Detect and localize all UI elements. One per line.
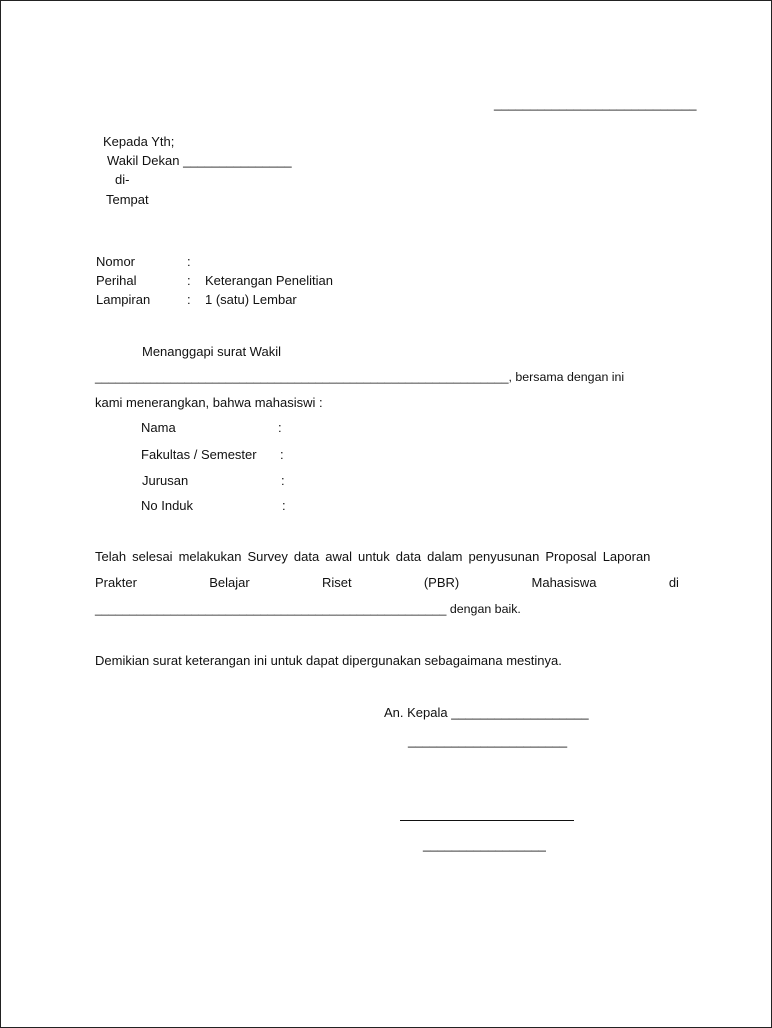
nama-label: Nama — [141, 420, 176, 435]
nomor-label: Nomor — [96, 254, 136, 269]
nomor-colon: : — [187, 254, 191, 269]
recipient-title: Wakil Dekan _______________ — [107, 153, 292, 168]
paragraph-word: Prakter — [95, 575, 137, 590]
lampiran-label: Lampiran — [96, 292, 151, 307]
recipient-place: Tempat — [106, 192, 149, 207]
lampiran-colon: : — [187, 292, 191, 307]
signatory-unit-line: ______________________ — [408, 733, 568, 748]
paragraph-word: Mahasiswa — [531, 575, 597, 590]
fakultas-label: Fakultas / Semester — [141, 447, 257, 462]
perihal-colon: : — [187, 273, 191, 288]
paragraph-word: Belajar — [209, 575, 250, 590]
fakultas-colon: : — [280, 447, 284, 462]
opening-text: Menanggapi surat Wakil — [142, 344, 281, 359]
perihal-label: Perihal — [96, 273, 137, 288]
date-line: ____________________________ — [494, 96, 697, 111]
nama-colon: : — [278, 420, 282, 435]
signature-line — [400, 820, 574, 821]
signatory-id-line: _________________ — [423, 837, 546, 852]
signatory-title: An. Kepala ___________________ — [384, 705, 589, 720]
paragraph-line-3: ___________________________________________________ dengan baik. — [95, 602, 521, 616]
closing-text: Demikian surat keterangan ini untuk dapat dipergunakan sebagaimana mestinya. — [95, 653, 562, 668]
perihal-value: Keterangan Penelitian — [205, 273, 333, 288]
paragraph-line-1: Telah selesai melakukan Survey data awal untuk data dalam penyusunan Proposal Laporan — [95, 549, 651, 564]
jurusan-label: Jurusan — [142, 473, 189, 488]
statement-text: kami menerangkan, bahwa mahasiswi : — [95, 395, 323, 410]
recipient-salutation: Kepada Yth; — [103, 134, 175, 149]
paragraph-line-2 — [95, 575, 679, 591]
lampiran-value: 1 (satu) Lembar — [205, 292, 297, 307]
paragraph-word: di — [668, 575, 679, 590]
opening-continuation: ____________________________________________________________, bersama dengan ini — [95, 370, 625, 384]
paragraph-word: Riset — [321, 575, 352, 590]
jurusan-colon: : — [281, 473, 285, 488]
induk-label: No Induk — [141, 498, 194, 513]
paragraph-word: (PBR) — [423, 575, 460, 590]
recipient-di: di- — [115, 172, 130, 187]
induk-colon: : — [282, 498, 286, 513]
